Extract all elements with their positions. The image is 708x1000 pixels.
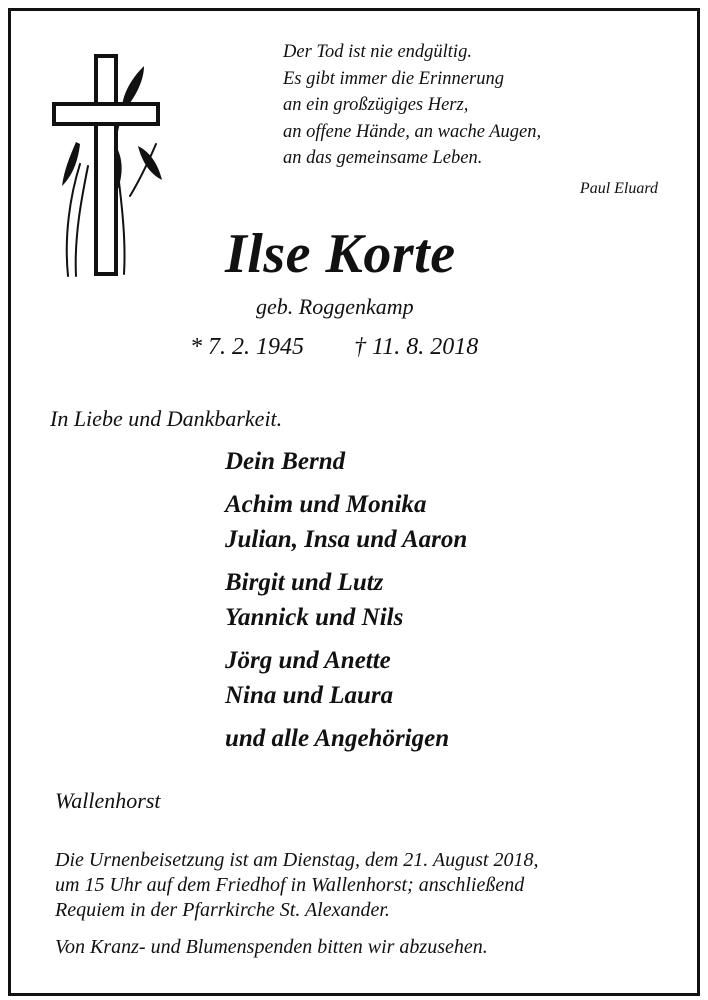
family-line: und alle Angehörigen bbox=[225, 725, 450, 752]
family-line: Julian, Insa und Aaron bbox=[225, 526, 468, 553]
poem-line: an ein großzügiges Herz, bbox=[283, 95, 469, 115]
poem-line: Der Tod ist nie endgültig. bbox=[283, 42, 472, 62]
family-group bbox=[225, 721, 467, 756]
dedication: In Liebe und Dankbarkeit. bbox=[50, 406, 283, 431]
birth-name: geb. Roggenkamp bbox=[256, 294, 414, 319]
burial-notice bbox=[55, 848, 539, 923]
family-group bbox=[225, 565, 467, 635]
life-dates bbox=[190, 334, 478, 361]
family-list bbox=[225, 444, 467, 764]
poem-line: an das gemeinsame Leben. bbox=[283, 148, 483, 168]
birth-date: * 7. 2. 1945 bbox=[190, 334, 304, 360]
family-line: Yannick und Nils bbox=[225, 604, 404, 631]
family-line: Jörg und Anette bbox=[225, 647, 391, 674]
cross-with-wheat-icon bbox=[46, 46, 176, 282]
poem bbox=[283, 39, 541, 172]
notice-line: um 15 Uhr auf dem Friedhof in Wallenhorst; anschließend bbox=[55, 874, 525, 896]
poem-author: Paul Eluard bbox=[579, 180, 658, 197]
family-line: Birgit und Lutz bbox=[225, 569, 384, 596]
family-line: Dein Bernd bbox=[225, 448, 346, 475]
notice-line: Die Urnenbeisetzung ist am Dienstag, dem 21. August 2018, bbox=[55, 849, 539, 871]
notice-line: Requiem in der Pfarrkirche St. Alexander. bbox=[55, 899, 390, 921]
family-group bbox=[225, 444, 467, 479]
flower-request: Von Kranz- und Blumenspenden bitten wir abzusehen. bbox=[55, 936, 488, 958]
family-group bbox=[225, 487, 467, 557]
poem-line: Es gibt immer die Erinnerung bbox=[283, 68, 504, 89]
death-date: † 11. 8. 2018 bbox=[354, 334, 479, 360]
family-line: Nina und Laura bbox=[225, 682, 394, 709]
poem-line: an offene Hände, an wache Augen, bbox=[283, 121, 542, 142]
family-group bbox=[225, 643, 467, 713]
family-line: Achim und Monika bbox=[225, 491, 427, 518]
place: Wallenhorst bbox=[55, 788, 161, 813]
deceased-name: Ilse Korte bbox=[225, 223, 456, 285]
